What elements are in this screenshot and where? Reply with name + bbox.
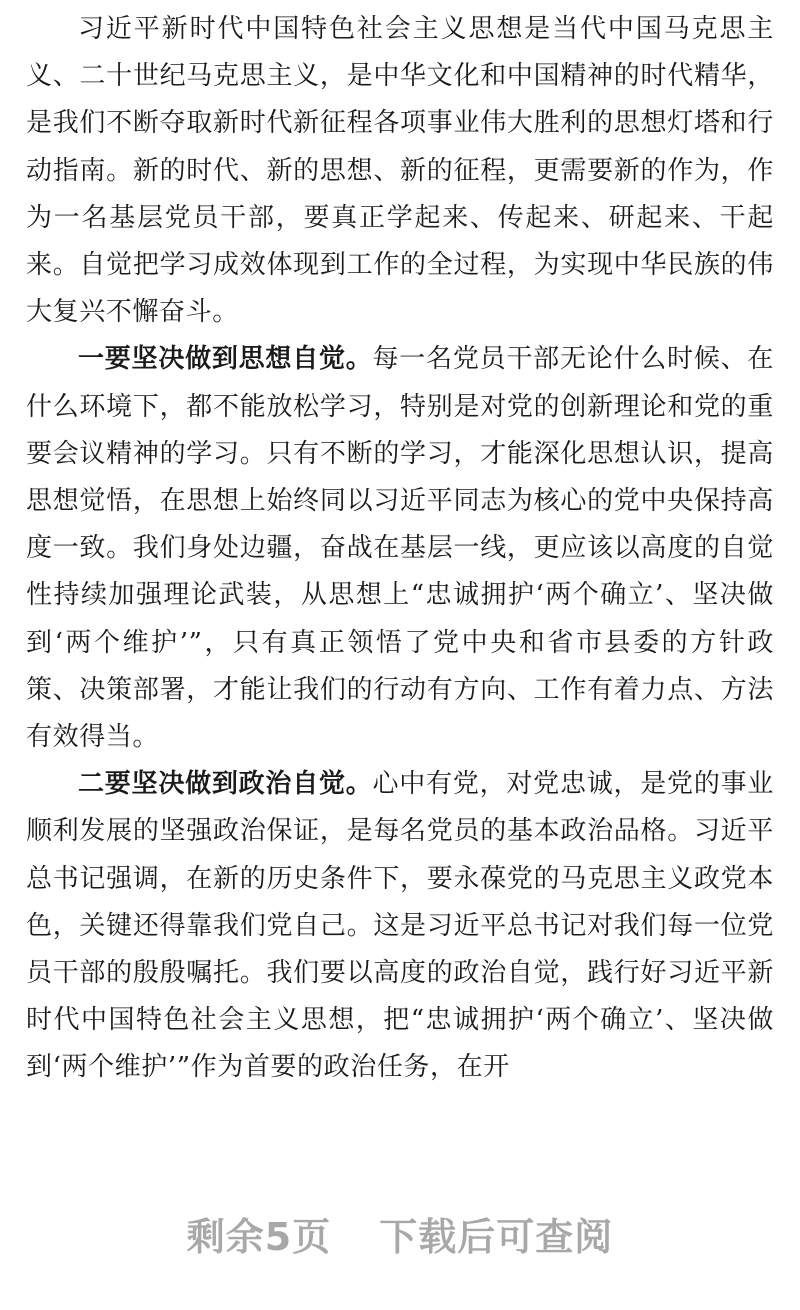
download-prompt[interactable] [0,1206,800,1261]
paragraph-thought [26,336,774,761]
paragraph-text: 心中有党，对党忠诚，是党的事业顺利发展的坚强政治保证，是每名党员的基本政治品格。习近平总书记强调，在新的历史条件下，要永葆党的马克思主义政党本色，关键还得靠我们党自己。这是习近平总书记对我们每一位党员干部的殷殷嘱托。我们要以高度的政治自觉，践行好习近平新时代中国特色社会主义思想，把“忠诚拥护‘两个确立’、坚决做到‘两个维护’”作为首要的政治任务，在开 [26,769,774,1083]
paragraph-politics [26,761,774,1091]
download-to-view-label: 下载后可查阅 [379,1215,614,1259]
paragraph-heading: 一要坚决做到思想自觉。 [78,344,373,375]
paragraph-intro: 习近平新时代中国特色社会主义思想是当代中国马克思主义、二十世纪马克思主义，是中华文化和中国精神的时代精华，是我们不断夺取新时代新征程各项事业伟大胜利的思想灯塔和行动指南。新的时代、新的思想、新的征程，更需要新的作为，作为一名基层党员干部，要真正学起来、传起来、研起来、干起来。自觉把学习成效体现到工作的全过程，为实现中华民族的伟大复兴不懈奋斗。 [26,14,774,328]
document-body [26,6,774,1092]
paragraph-text: 每一名党员干部无论什么时候、在什么环境下，都不能放松学习，特别是对党的创新理论和党的重要会议精神的学习。只有不断的学习，才能深化思想认识，提高思想觉悟，在思想上始终同以习近平同志为核心的党中央保持高度一致。我们身处边疆，奋战在基层一线，更应该以高度的自觉性持续加强理论武装，从思想上“忠诚拥护‘两个确立’、坚决做到‘两个维护’”，只有真正领悟了党中央和省市县委的方针政策、决策部署，才能让我们的行动有方向、工作有着力点、方法有效得当。 [26,344,774,753]
paragraph-heading: 二要坚决做到政治自觉。 [78,769,373,800]
remaining-pages-label: 剩余5页 [186,1215,332,1259]
